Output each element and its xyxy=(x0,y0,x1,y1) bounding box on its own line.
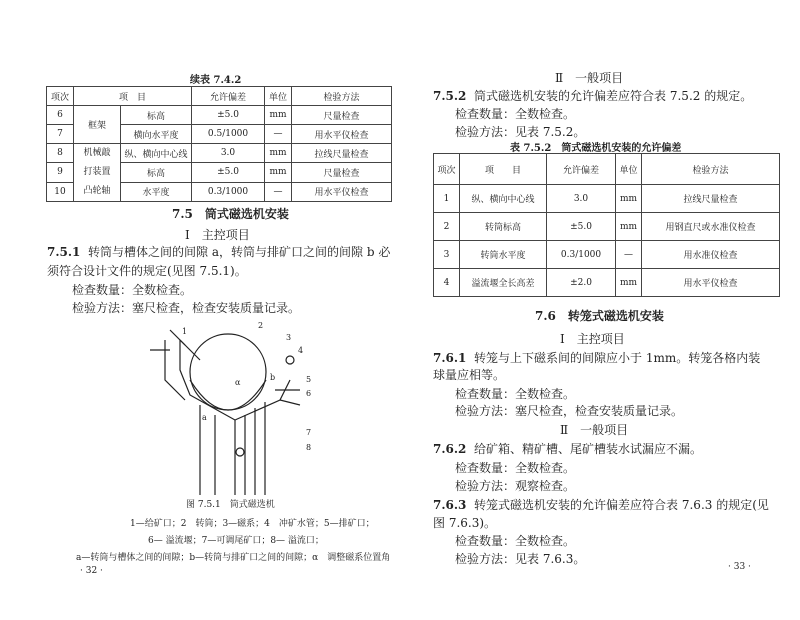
header: 单位 xyxy=(265,87,292,106)
clause-text: 转笼与上下磁系间的间隙应小于 1mm。转笼各格内装 xyxy=(474,351,761,365)
water-pipe xyxy=(286,356,294,364)
clause-number: 7.6.1 xyxy=(433,351,467,365)
table-row: 8 机械敲打装置凸轮轴 纵、横向中心线 3.0 mm 拉线尺量检查 xyxy=(47,144,392,163)
fig-label: 7 xyxy=(306,428,312,437)
check-method: 检验方法：塞尺检查，检查安装质量记录。 xyxy=(455,404,684,418)
table-row: 10 水平度 0.3/1000 — 用水平仪检查 xyxy=(47,182,392,201)
table-row: 1 纵、横向中心线 3.0 mm 拉线尺量检查 xyxy=(434,185,780,213)
fig-label: α xyxy=(235,378,241,387)
table-title: 续表 7.4.2 xyxy=(190,75,242,86)
figure-legend: 1—给矿口；2 转筒；3—磁系；4 冲矿水管；5—排矿口； xyxy=(130,519,375,529)
check-method: 检验方法：见表 7.5.2。 xyxy=(455,125,586,139)
clause-number: 7.5.1 xyxy=(47,245,81,259)
clause-text: 筒式磁选机安装的允许偏差应符合表 7.5.2 的规定。 xyxy=(474,89,753,103)
table-row: 6 框架 标高 ±5.0 mm 尺量检查 xyxy=(47,106,392,125)
check-quantity: 检查数量：全数检查。 xyxy=(455,107,576,121)
table-row: 2 转筒标高 ±5.0 mm 用钢直尺或水准仪检查 xyxy=(434,213,780,241)
page-number: · 32 · xyxy=(80,566,103,576)
fig-label: 4 xyxy=(298,346,304,355)
clause-text: 给矿箱、精矿槽、尾矿槽装水试漏应不漏。 xyxy=(474,442,703,456)
header: 单位 xyxy=(616,154,642,185)
fig-label: 3 xyxy=(286,333,292,342)
clause-text: 球量应相等。 xyxy=(433,368,506,382)
header: 项 目 xyxy=(460,154,547,185)
check-quantity: 检查数量：全数检查。 xyxy=(455,461,576,475)
section-title: 7.5 筒式磁选机安装 xyxy=(172,207,289,221)
clause-text: 转笼式磁选机安装的允许偏差应符合表 7.6.3 的规定(见 xyxy=(474,498,769,512)
fig-label: 6 xyxy=(306,389,312,398)
table-row: 7 横向水平度 0.5/1000 — 用水平仪检查 xyxy=(47,125,392,144)
header: 允许偏差 xyxy=(547,154,616,185)
check-method: 检验方法：塞尺检查，检查安装质量记录。 xyxy=(72,301,301,315)
section-title: 7.6 转笼式磁选机安装 xyxy=(535,309,664,323)
fig-label: b xyxy=(270,373,276,382)
table-title: 表 7.5.2 筒式磁选机安装的允许偏差 xyxy=(510,143,682,154)
fig-label: 1 xyxy=(182,327,188,336)
header: 检验方法 xyxy=(642,154,780,185)
table-7-4-2 xyxy=(46,86,392,202)
clause-text: 图 7.6.3)。 xyxy=(433,516,497,530)
fig-label: 2 xyxy=(258,321,264,330)
fig-label: 5 xyxy=(306,375,312,384)
page-number: · 33 · xyxy=(728,562,751,572)
header: 项 目 xyxy=(74,87,192,106)
clause-number: 7.6.3 xyxy=(433,498,467,512)
header: 检验方法 xyxy=(292,87,392,106)
check-method: 检验方法：见表 7.6.3。 xyxy=(455,552,586,566)
table-row: 4 溢流堰全长高差 ±2.0 mm 用水平仪检查 xyxy=(434,269,780,297)
subsection-title: Ⅰ 主控项目 xyxy=(185,228,250,242)
figure-drum-separator xyxy=(140,320,340,495)
subsection-title: Ⅱ 一般项目 xyxy=(560,423,629,437)
table-row: 3 转筒水平度 0.3/1000 — 用水准仪检查 xyxy=(434,241,780,269)
group-label: 机械敲打装置凸轮轴 xyxy=(74,144,121,202)
clause-text: 须符合设计文件的规定(见图 7.5.1)。 xyxy=(47,264,247,278)
figure-legend: a—转筒与槽体之间的间隙；b—转筒与排矿口之间的间隙；α 调整磁系位置角 xyxy=(76,553,391,563)
subsection-title: Ⅰ 主控项目 xyxy=(560,332,625,346)
clause-text: 转筒与槽体之间的间隙 a，转筒与排矿口之间的间隙 b 必 xyxy=(88,245,391,259)
magnet-system xyxy=(190,380,266,410)
table-row: 9 标高 ±5.0 mm 尺量检查 xyxy=(47,163,392,182)
check-quantity: 检查数量：全数检查。 xyxy=(455,387,576,401)
subsection-title: Ⅱ 一般项目 xyxy=(555,71,624,85)
group-label: 框架 xyxy=(74,106,121,144)
drum xyxy=(190,334,266,410)
check-quantity: 检查数量：全数检查。 xyxy=(72,283,193,297)
check-method: 检验方法：观察检查。 xyxy=(455,479,576,493)
figure-caption: 图 7.5.1 筒式磁选机 xyxy=(186,500,275,510)
header: 项次 xyxy=(434,154,460,185)
fig-label: 8 xyxy=(306,443,312,452)
clause-number: 7.5.2 xyxy=(433,89,467,103)
check-quantity: 检查数量：全数检查。 xyxy=(455,534,576,548)
table-7-5-2 xyxy=(433,153,780,297)
clause-number: 7.6.2 xyxy=(433,442,467,456)
header: 允许偏差 xyxy=(192,87,265,106)
fig-label: a xyxy=(202,413,207,422)
figure-legend: 6— 溢流堰；7—可调尾矿口；8— 溢流口； xyxy=(148,536,324,546)
header: 项次 xyxy=(47,87,74,106)
